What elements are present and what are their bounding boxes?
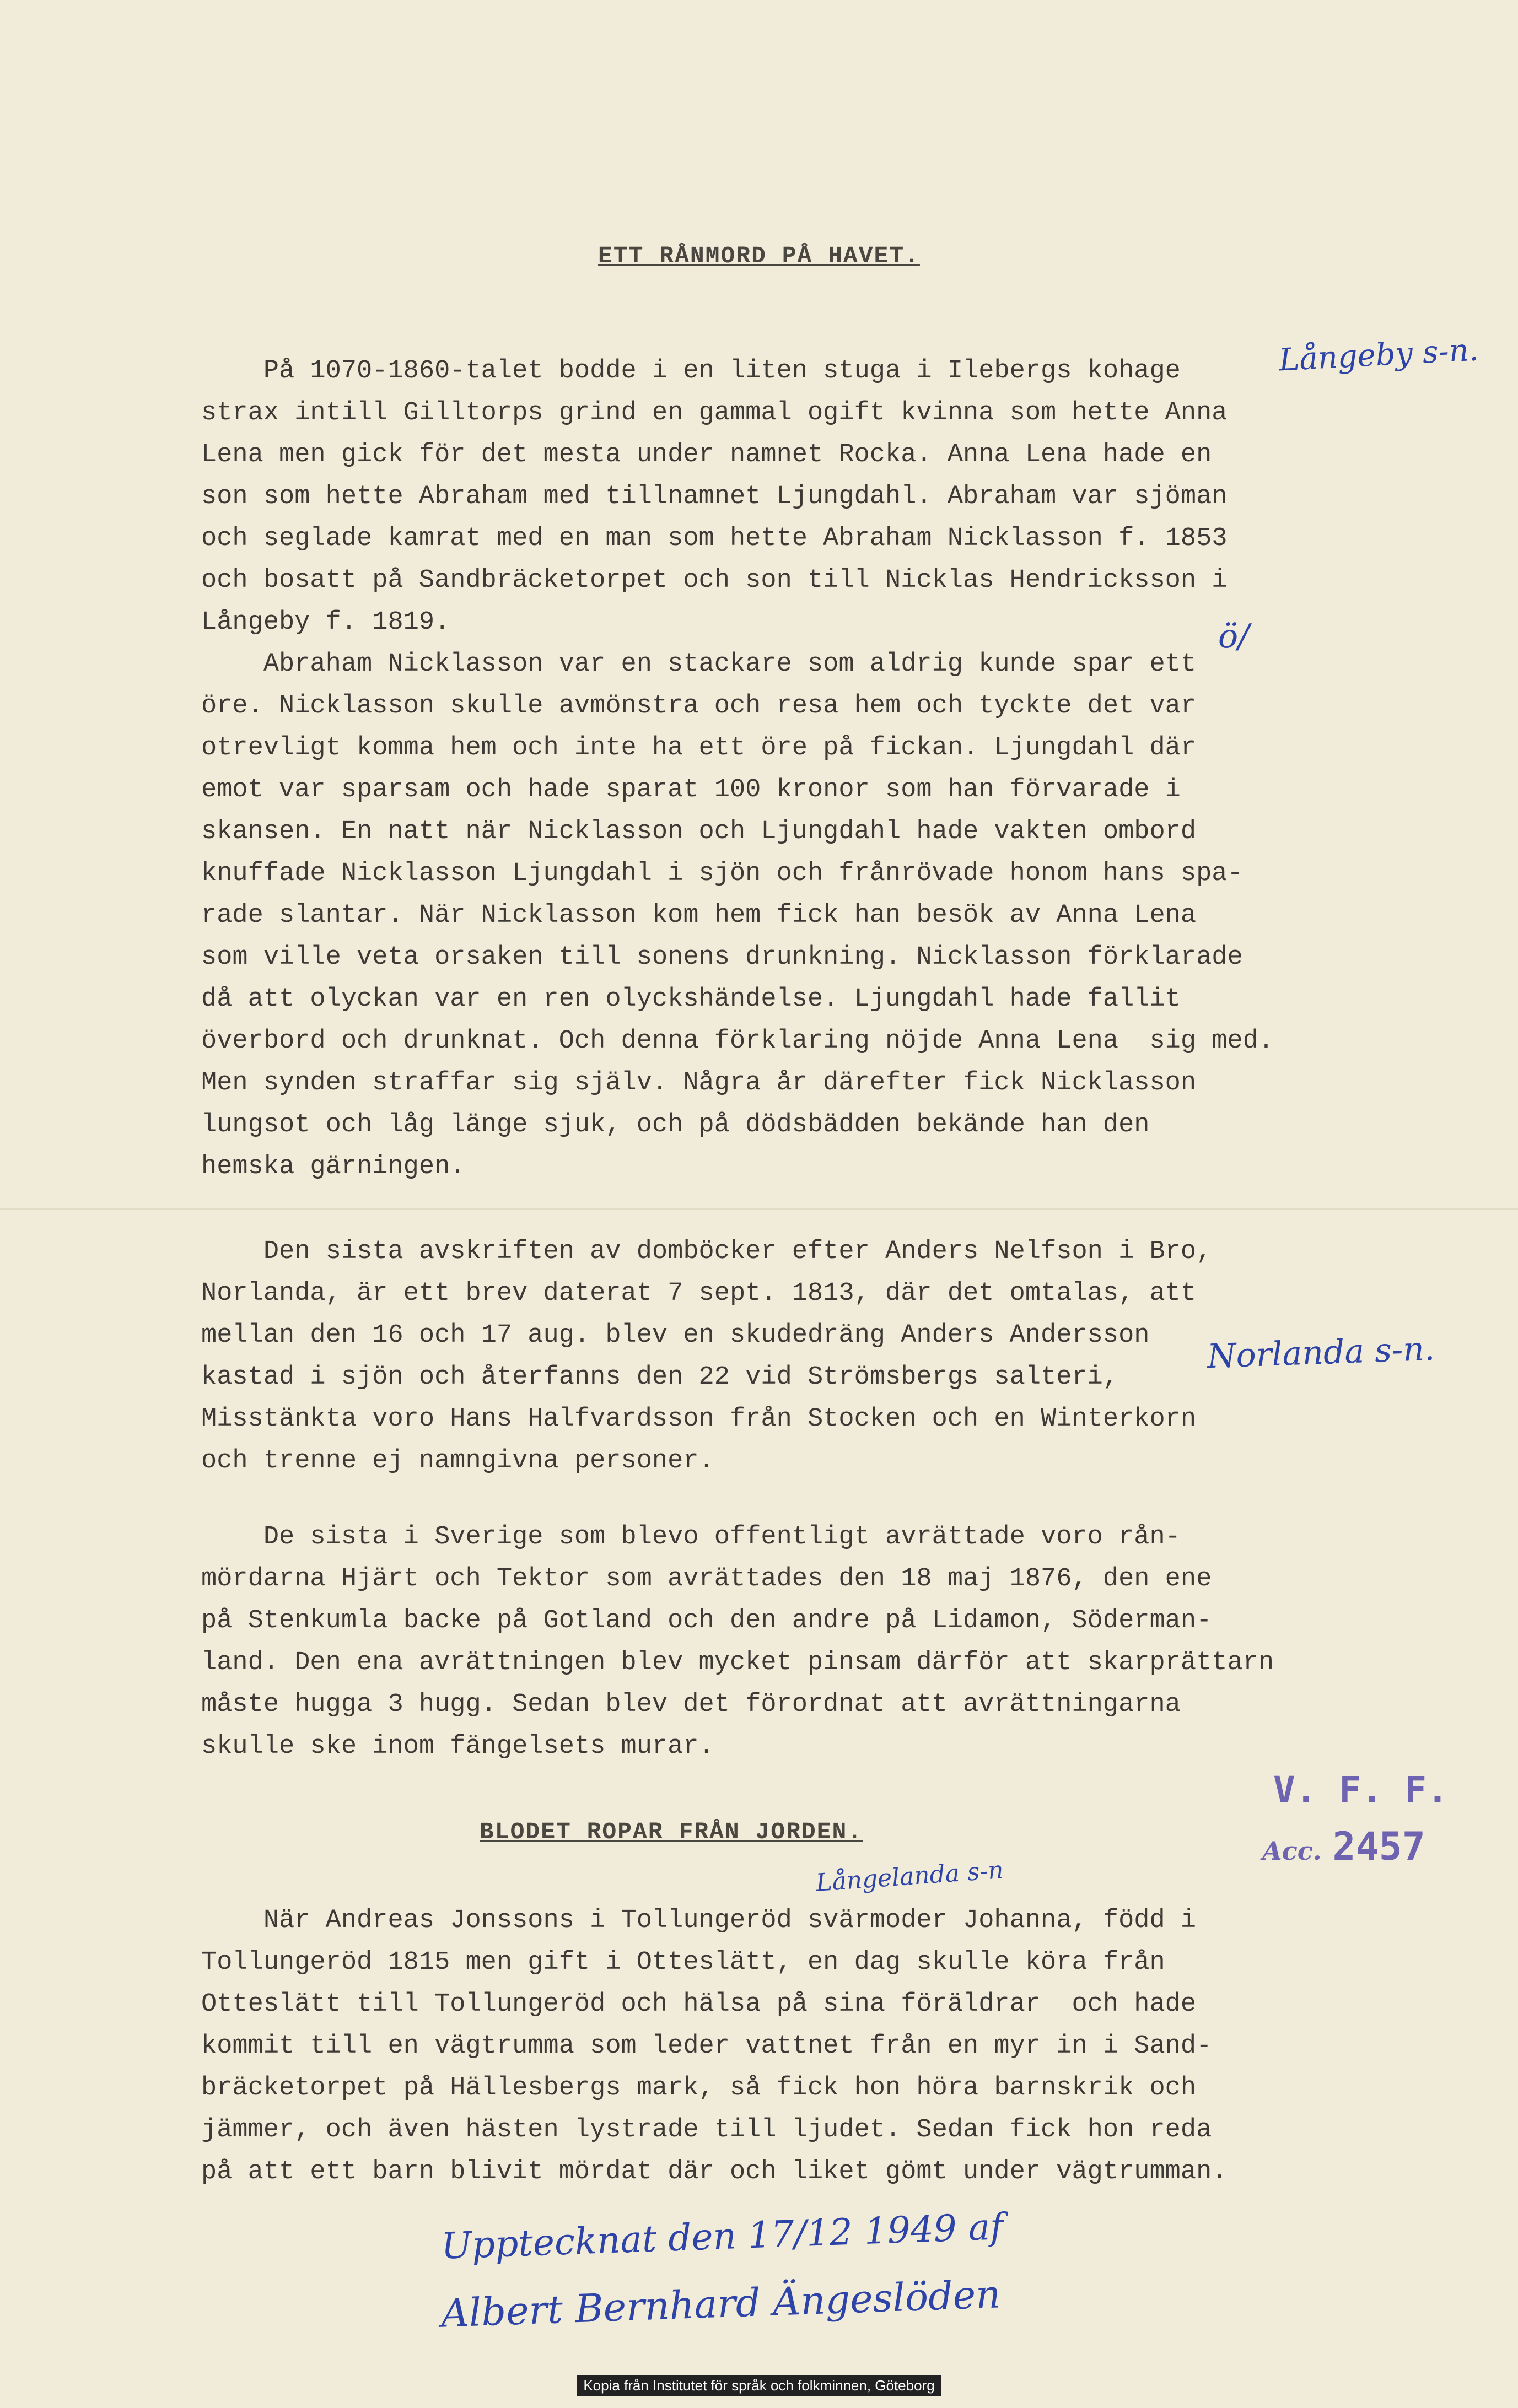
stamp-number: 2457 <box>1332 1824 1425 1869</box>
text-line: På 1070-1860-talet bodde i en liten stuga i Ilebergs kohage <box>201 357 1181 386</box>
text-line: mördarna Hjärt och Tektor som avrättades den 18 maj 1876, den ene <box>201 1564 1212 1594</box>
text-line: kommit till en vägtrumma som leder vattnet från en myr in i Sand- <box>201 2032 1212 2061</box>
text-line: Misstänkta voro Hans Halfvardsson från Stocken och en Winterkorn <box>201 1405 1197 1434</box>
text-line: land. Den ena avrättningen blev mycket pinsam därför att skarprättarn <box>201 1648 1274 1677</box>
text-line: Otteslätt till Tollungeröd och hälsa på sina föräldrar och hade <box>201 1990 1197 2019</box>
text-line: rade slantar. När Nicklasson kom hem fick han besök av Anna Lena <box>201 901 1197 930</box>
archive-stamp-initials: V. F. F. <box>1273 1769 1449 1811</box>
text-line: Den sista avskriften av domböcker efter Anders Nelfson i Bro, <box>201 1237 1212 1266</box>
signature-date-line: Upptecknat den 17/12 1949 af <box>440 2205 1004 2267</box>
text-line: Tollungeröd 1815 men gift i Otteslätt, en dag skulle köra från <box>201 1948 1165 1977</box>
text-line: på att ett barn blivit mördat där och liket gömt under vägtrumman. <box>201 2157 1228 2186</box>
text-line: som ville veta orsaken till sonens drunkning. Nicklasson förklarade <box>201 943 1243 972</box>
text-line: emot var sparsam och hade sparat 100 kronor som han förvarade i <box>201 775 1181 805</box>
text-line: och trenne ej namngivna personer. <box>201 1446 714 1476</box>
text-line: Men synden straffar sig själv. Några år därefter fick Nicklasson <box>201 1068 1197 1098</box>
document-title: ETT RÅNMORD PÅ HAVET. <box>598 242 920 269</box>
text-line: strax intill Gilltorps grind en gammal ogift kvinna som hette Anna <box>201 398 1228 428</box>
archive-stamp-number <box>1262 1824 1425 1869</box>
text-line: Lena men gick för det mesta under namnet Rocka. Anna Lena hade en <box>201 440 1212 469</box>
archive-footer <box>0 2377 1518 2394</box>
paper-fold-line <box>0 1208 1518 1210</box>
text-line: jämmer, och även hästen lystrade till ljudet. Sedan fick hon reda <box>201 2115 1212 2145</box>
text-line: mellan den 16 och 17 aug. blev en skudedräng Anders Andersson <box>201 1321 1150 1350</box>
text-line: bräcketorpet på Hällesbergs mark, så fick hon höra barnskrik och <box>201 2074 1197 2103</box>
text-line: måste hugga 3 hugg. Sedan blev det förordnat att avrättningarna <box>201 1690 1181 1719</box>
text-line: överbord och drunknat. Och denna förklaring nöjde Anna Lena sig med. <box>201 1027 1274 1056</box>
text-line: När Andreas Jonssons i Tollungeröd svärmoder Johanna, född i <box>201 1906 1197 1935</box>
paragraph-1 <box>201 350 1364 644</box>
handwritten-parish-note: Långeby s-n. <box>1278 332 1479 379</box>
handwritten-correction: ö/ <box>1218 617 1250 656</box>
text-line: Abraham Nicklasson var en stackare som aldrig kunde spar ett <box>201 650 1197 679</box>
text-line: och seglade kamrat med en man som hette Abraham Nicklasson f. 1853 <box>201 524 1228 553</box>
paragraph-5 <box>201 1900 1364 2193</box>
handwritten-parish-note: Norlanda s-n. <box>1206 1329 1436 1376</box>
text-line: De sista i Sverige som blevo offentligt avrättade voro rån- <box>201 1522 1181 1552</box>
text-line: otrevligt komma hem och inte ha ett öre på fickan. Ljungdahl där <box>201 733 1197 763</box>
text-line: knuffade Nicklasson Ljungdahl i sjön och frånrövade honom hans spa- <box>201 859 1243 888</box>
text-line: kastad i sjön och återfanns den 22 vid Strömsbergs salteri, <box>201 1363 1119 1392</box>
text-line: son som hette Abraham med tillnamnet Ljungdahl. Abraham var sjöman <box>201 482 1228 511</box>
handwritten-parish-note: Långelanda s-n <box>815 1856 1005 1897</box>
text-line: hemska gärningen. <box>201 1152 466 1181</box>
stamp-prefix: Acc. <box>1262 1836 1322 1866</box>
text-line: på Stenkumla backe på Gotland och den andre på Lidamon, Söderman- <box>201 1606 1212 1635</box>
paragraph-2 <box>201 644 1364 1188</box>
text-line: lungsot och låg länge sjuk, och på dödsbädden bekände han den <box>201 1110 1150 1140</box>
text-line: Långeby f. 1819. <box>201 608 450 637</box>
footer-text: Kopia från Institutet för språk och folkminnen, Göteborg <box>577 2375 941 2396</box>
paragraph-4 <box>201 1516 1364 1768</box>
paragraph-3 <box>201 1231 1364 1482</box>
text-line: skulle ske inom fängelsets murar. <box>201 1732 714 1761</box>
text-line: då att olyckan var en ren olyckshändelse. Ljungdahl hade fallit <box>201 985 1181 1014</box>
text-line: skansen. En natt när Nicklasson och Ljungdahl hade vakten ombord <box>201 817 1197 846</box>
section-title: BLODET ROPAR FRÅN JORDEN. <box>480 1818 863 1845</box>
signature-name: Albert Bernhard Ängeslöden <box>440 2271 1002 2336</box>
text-line: öre. Nicklasson skulle avmönstra och resa hem och tyckte det var <box>201 692 1197 721</box>
text-line: och bosatt på Sandbräcketorpet och son till Nicklas Hendricksson i <box>201 566 1228 595</box>
text-line: Norlanda, är ett brev daterat 7 sept. 1813, där det omtalas, att <box>201 1279 1197 1308</box>
